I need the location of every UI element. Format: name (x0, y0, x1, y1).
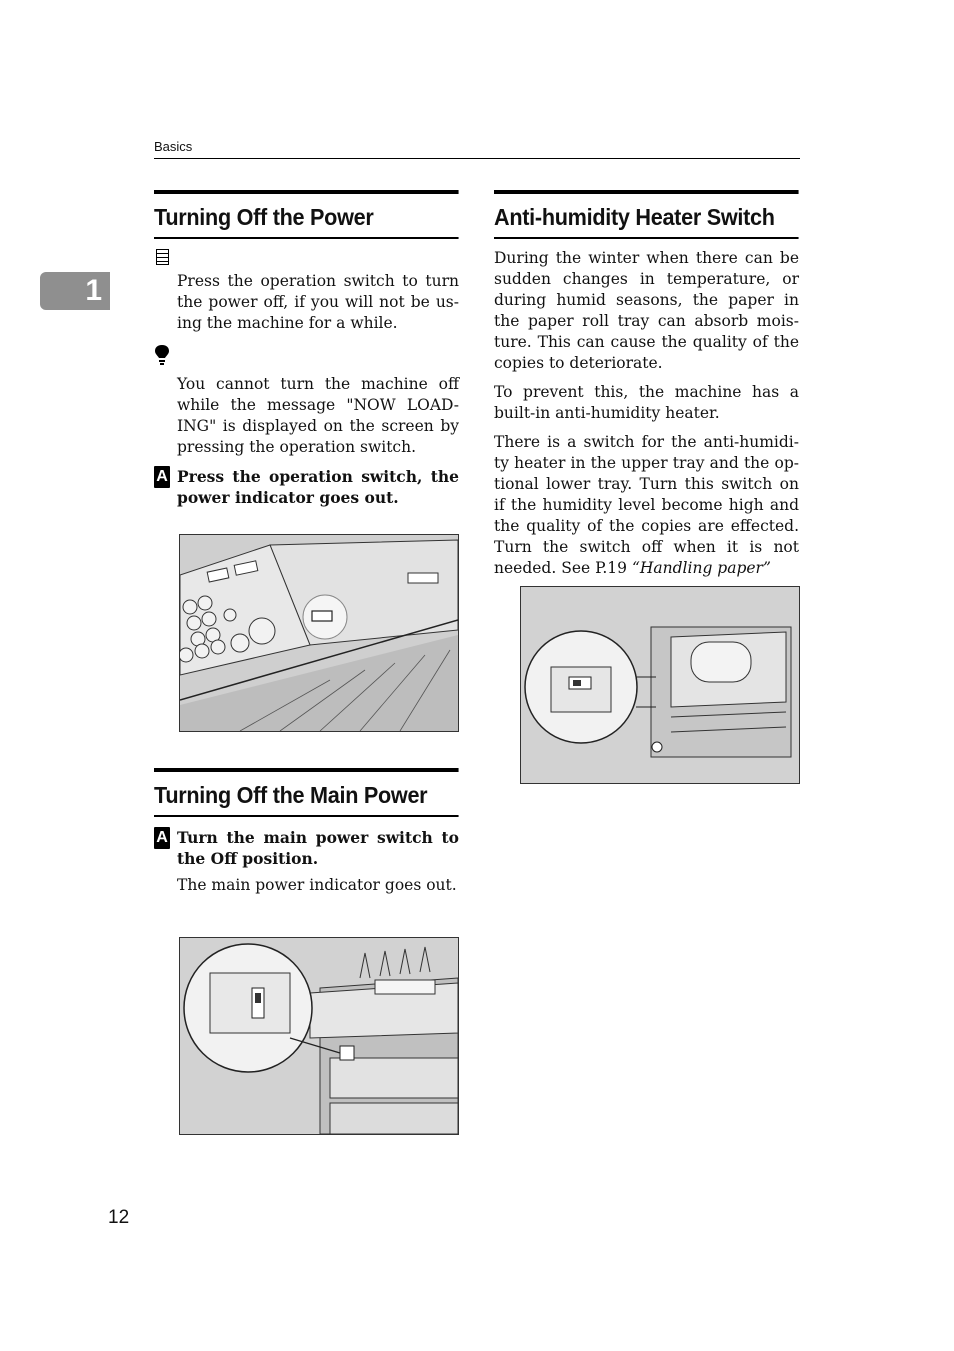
cross-reference-link[interactable]: “Handling paper” (631, 559, 771, 577)
section-anti-humidity-heater (494, 190, 799, 587)
step-text: Turn the main power switch to the Off position. (177, 828, 459, 868)
note-text: Press the operation switch to turn the power off, if you will not be us-ing the machine for a while. (177, 272, 459, 332)
paragraph-2: To prevent this, the machine has a built-in anti-humidity heater. (494, 383, 799, 422)
header-rule (154, 158, 800, 159)
page-number: 12 (108, 1207, 130, 1228)
paragraph-3 (494, 432, 799, 579)
operation-switch-illustration (179, 534, 459, 732)
step-1 (154, 466, 459, 508)
section-title: Anti-humidity Heater Switch (494, 190, 799, 239)
heater-switch-illustration (520, 586, 800, 784)
important-icon (154, 344, 170, 366)
important-text: You cannot turn the machine off while the message "NOW LOAD-ING" is displayed on the screen by pressing the operation switch. (177, 375, 459, 456)
paragraph-3-text: There is a switch for the anti-humidi-ty heater in the upper tray and the op-tional lower tray. Turn this switch on if the humidity level become high and the quality of the copies are effected. Turn the switch off when it is not needed. See P.19 (494, 433, 799, 577)
step-number: A (154, 466, 170, 488)
step-1 (154, 827, 459, 869)
step-result: The main power indicator goes out. (177, 876, 457, 894)
main-power-switch-illustration (179, 937, 459, 1135)
paragraph-1: During the winter when there can be sudden changes in temperature, or during humid seasons, the paper in the paper roll tray can absorb mois-ture. This can cause the quality of the copies to deteriorate. (494, 249, 799, 372)
chapter-tab: 1 (40, 272, 110, 310)
running-header: Basics (154, 139, 193, 154)
section-turning-off-power (154, 190, 459, 508)
section-title: Turning Off the Power (154, 190, 459, 239)
note-icon (156, 249, 169, 265)
step-number: A (154, 827, 170, 849)
section-title: Turning Off the Main Power (154, 768, 459, 817)
step-text: Press the operation switch, the power indicator goes out. (177, 467, 459, 507)
section-turning-off-main-power (154, 768, 459, 896)
